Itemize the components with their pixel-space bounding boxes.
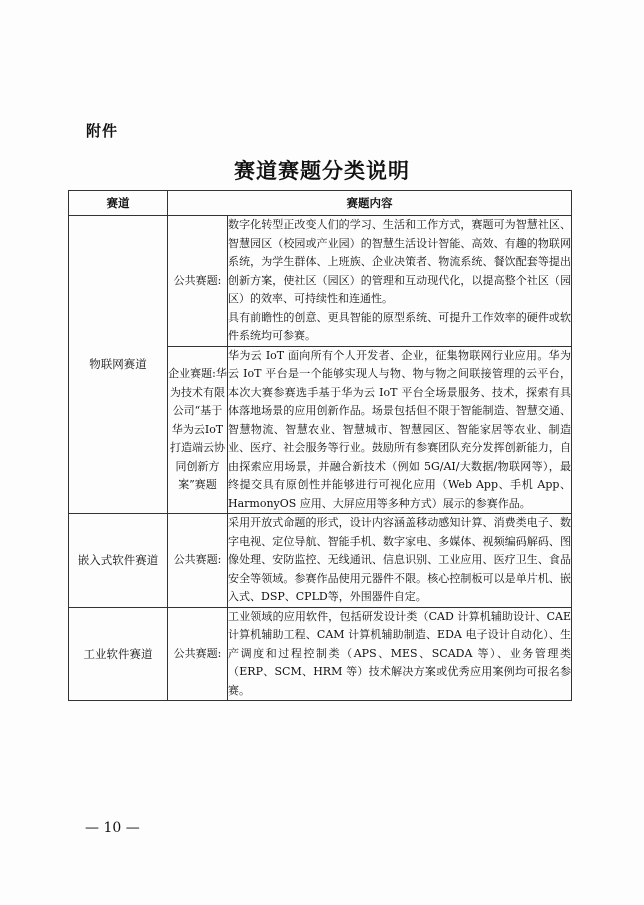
category-table [68, 190, 572, 701]
topic-content [228, 216, 572, 347]
attachment-label: 附件 [86, 122, 119, 140]
table-row [69, 216, 572, 347]
topic-content [228, 607, 572, 701]
header-content: 赛题内容 [168, 191, 572, 216]
topic-type: 公共赛题: [168, 514, 228, 608]
table-row [69, 607, 572, 701]
track-industrial: 工业软件赛道 [69, 607, 168, 701]
document-title: 赛道赛题分类说明 [234, 158, 410, 183]
content-paragraph: 华为云 IoT 面向所有个人开发者、企业，征集物联网行业应用。华为云 IoT 平台是一个能够实现人与物、物与物之间联接管理的云平台，本次大赛参赛选手基于华为云 IoT 平台全场景服务、技术，探索有具体落地场景的应用创新作品。场景包括但不限于智能制造、智慧交通、智慧物流、智慧农业、智慧城市、智慧园区、智能家居等农业、制造业、医疗、社会服务等行业。鼓励所有参赛团队充分发挥创新能力，自由探索应用场景，并融合新技术（例如 5G/AI/大数据/物联网等），最终提交具有原创性并能够进行可视化应用（Web App、手机 App、HarmonyOS 应用、大屏应用等多种方式）展示的参赛作品。 [228, 348, 571, 510]
table-header-row [69, 191, 572, 216]
content-paragraph: 数字化转型正改变人们的学习、生活和工作方式，赛题可为智慧社区、智慧园区（校园或产业园）的智慧生活设计智能、高效、有趣的物联网系统，为学生群体、上班族、企业决策者、物流系统、餐饮配套等提出创新方案，使社区（园区）的管理和互动现代化，以提高整个社区（园区）的效率、可持续性和连通性。 [228, 218, 571, 305]
page-number: — 10 — [85, 820, 140, 836]
content-paragraph: 采用开放式命题的形式，设计内容涵盖移动感知计算、消费类电子、数字电视、定位导航、智能手机、数字家电、多媒体、视频编码解码、图像处理、安防监控、无线通讯、信息识别、工业应用、医疗卫生、食品安全等领域。参赛作品使用元器件不限。核心控制板可以是单片机、嵌入式、DSP、CPLD等，外围器件自定。 [228, 516, 571, 603]
table-row [69, 514, 572, 608]
content-paragraph: 具有前瞻性的创意、更具智能的原型系统、可提升工作效率的硬件或软件系统均可参赛。 [228, 310, 571, 342]
topic-type: 公共赛题: [168, 216, 228, 347]
track-iot: 物联网赛道 [69, 216, 168, 514]
topic-type: 企业赛题:华为技术有限公司“基于华为云IoT打造端云协同创新方案”赛题 [168, 346, 228, 514]
topic-content [228, 514, 572, 608]
topic-content [228, 346, 572, 514]
header-track: 赛道 [69, 191, 168, 216]
content-paragraph: 工业领域的应用软件，包括研发设计类（CAD 计算机辅助设计、CAE 计算机辅助工程、CAM 计算机辅助制造、EDA 电子设计自动化）、生产调度和过程控制类（APS、MES、SCADA 等）、业务管理类（ERP、SCM、HRM 等）技术解决方案或优秀应用案例均可报名参赛。 [228, 609, 571, 697]
topic-type: 公共赛题: [168, 607, 228, 701]
track-embedded: 嵌入式软件赛道 [69, 514, 168, 608]
